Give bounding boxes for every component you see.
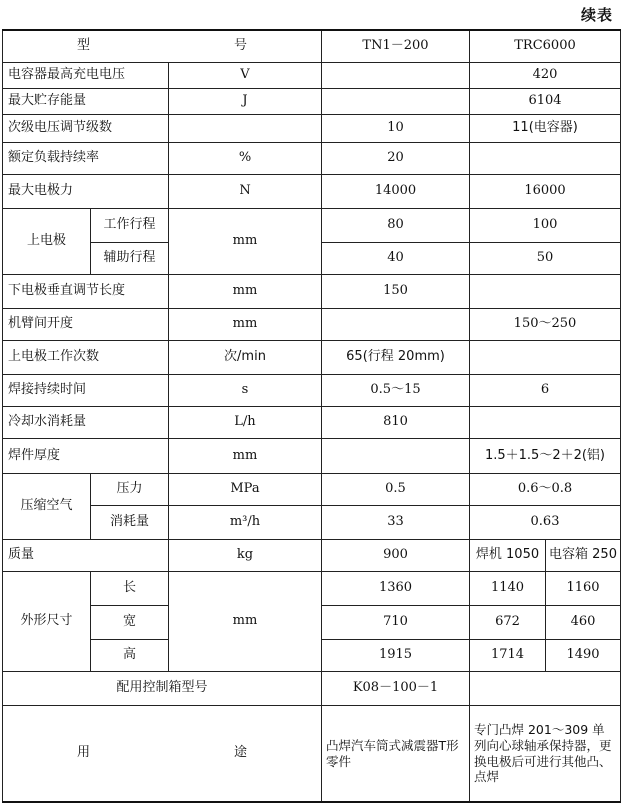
- row-name: 配用控制箱型号: [3, 672, 322, 706]
- row-unit: mm: [169, 208, 322, 274]
- table-row: [3, 375, 621, 407]
- row-name: 最大贮存能量: [3, 88, 169, 114]
- row-v2: [470, 341, 621, 375]
- header-row: [3, 30, 621, 62]
- row-v1: 20: [322, 142, 470, 174]
- row-v1: [322, 309, 470, 341]
- row-unit: L/h: [169, 407, 322, 439]
- row-name: 下电极垂直调节长度: [3, 275, 169, 309]
- row-name: 电容器最高充电电压: [3, 62, 169, 88]
- row-unit: MPa: [169, 473, 322, 505]
- table-row: [3, 174, 621, 208]
- header-label-left: 型: [76, 37, 90, 53]
- row-subname: 工作行程: [91, 208, 169, 242]
- row-subname: 辅助行程: [91, 243, 169, 275]
- row-v2: 420: [470, 62, 621, 88]
- row-v2a: 1714: [470, 639, 546, 671]
- row-subname: 高: [91, 639, 169, 671]
- table-row: [3, 407, 621, 439]
- table-row: [3, 473, 621, 505]
- row-name: 焊接持续时间: [3, 375, 169, 407]
- table-row: [3, 62, 621, 88]
- row-v2: 6: [470, 375, 621, 407]
- row-v1: 900: [322, 539, 470, 571]
- row-v1: 33: [322, 505, 470, 539]
- row-unit: mm: [169, 439, 322, 473]
- header-col1: TN1－200: [322, 30, 470, 62]
- row-subname: 长: [91, 571, 169, 605]
- row-name: 质量: [3, 539, 169, 571]
- row-v2b: 460: [546, 605, 621, 639]
- row-unit: [169, 114, 322, 142]
- usage-v2: 专门凸焊 201～309 单列向心球轴承保持器，更换电极后可进行其他凸、点焊: [470, 706, 621, 802]
- row-unit: m³/h: [169, 505, 322, 539]
- row-unit: mm: [169, 571, 322, 671]
- row-v2a: 焊机 1050: [470, 539, 546, 571]
- row-v1: [322, 439, 470, 473]
- row-v1: 1360: [322, 571, 470, 605]
- row-v1: K08－100－1: [322, 672, 470, 706]
- row-name: 额定负载持续率: [3, 142, 169, 174]
- row-group-name: 上电极: [3, 208, 91, 274]
- header-model-label: [3, 30, 322, 62]
- row-v1: 80: [322, 208, 470, 242]
- row-v2: 50: [470, 243, 621, 275]
- row-unit: kg: [169, 539, 322, 571]
- row-v1: 40: [322, 243, 470, 275]
- usage-label: [3, 706, 322, 802]
- row-unit: J: [169, 88, 322, 114]
- row-name: 焊件厚度: [3, 439, 169, 473]
- usage-row: [3, 706, 621, 802]
- row-v2: 6104: [470, 88, 621, 114]
- row-unit: s: [169, 375, 322, 407]
- table-row: [3, 539, 621, 571]
- row-v2: [470, 672, 621, 706]
- usage-label-right: 途: [233, 745, 247, 761]
- row-v2: [470, 407, 621, 439]
- row-subname: 消耗量: [91, 505, 169, 539]
- table-row: [3, 275, 621, 309]
- row-name: 冷却水消耗量: [3, 407, 169, 439]
- row-v1: 0.5: [322, 473, 470, 505]
- table-row: [3, 672, 621, 706]
- row-group-name: 压缩空气: [3, 473, 91, 539]
- row-v1: 150: [322, 275, 470, 309]
- row-v2: 1.5＋1.5～2＋2(铝): [470, 439, 621, 473]
- table-row: [3, 571, 621, 605]
- row-subname: 压力: [91, 473, 169, 505]
- table-row: [3, 142, 621, 174]
- row-name: 机臂间开度: [3, 309, 169, 341]
- row-v2b: 1160: [546, 571, 621, 605]
- row-name: 最大电极力: [3, 174, 169, 208]
- row-unit: %: [169, 142, 322, 174]
- row-v2a: 672: [470, 605, 546, 639]
- row-group-name: 外形尺寸: [3, 571, 91, 671]
- row-v1: 65(行程 20mm): [322, 341, 470, 375]
- table-row: [3, 208, 621, 242]
- row-v2: 150～250: [470, 309, 621, 341]
- row-v1: 10: [322, 114, 470, 142]
- table-row: [3, 309, 621, 341]
- row-name: 上电极工作次数: [3, 341, 169, 375]
- row-unit: N: [169, 174, 322, 208]
- row-unit: V: [169, 62, 322, 88]
- table-caption: 续表: [580, 6, 613, 24]
- row-v1: 810: [322, 407, 470, 439]
- row-name: 次级电压调节级数: [3, 114, 169, 142]
- header-label-right: 号: [233, 37, 247, 53]
- header-col2: TRC6000: [470, 30, 621, 62]
- row-v2b: 电容箱 250: [546, 539, 621, 571]
- row-unit: 次/min: [169, 341, 322, 375]
- table-row: [3, 341, 621, 375]
- row-v2a: 1140: [470, 571, 546, 605]
- table-row: [3, 114, 621, 142]
- row-v2b: 1490: [546, 639, 621, 671]
- row-v2: 11(电容器): [470, 114, 621, 142]
- row-v1: [322, 62, 470, 88]
- row-v2: 100: [470, 208, 621, 242]
- spec-table: [2, 29, 621, 803]
- row-v2: [470, 275, 621, 309]
- row-subname: 宽: [91, 605, 169, 639]
- table-row: [3, 505, 621, 539]
- row-v1: 0.5～15: [322, 375, 470, 407]
- row-v1: 710: [322, 605, 470, 639]
- row-v2: 16000: [470, 174, 621, 208]
- usage-v1: 凸焊汽车筒式减震器T形零件: [322, 706, 470, 802]
- usage-label-left: 用: [76, 745, 90, 761]
- row-v1: 14000: [322, 174, 470, 208]
- row-v2: [470, 142, 621, 174]
- row-unit: mm: [169, 309, 322, 341]
- table-row: [3, 88, 621, 114]
- row-v2: 0.6～0.8: [470, 473, 621, 505]
- row-v1: [322, 88, 470, 114]
- table-row: [3, 439, 621, 473]
- row-v2: 0.63: [470, 505, 621, 539]
- row-unit: mm: [169, 275, 322, 309]
- row-v1: 1915: [322, 639, 470, 671]
